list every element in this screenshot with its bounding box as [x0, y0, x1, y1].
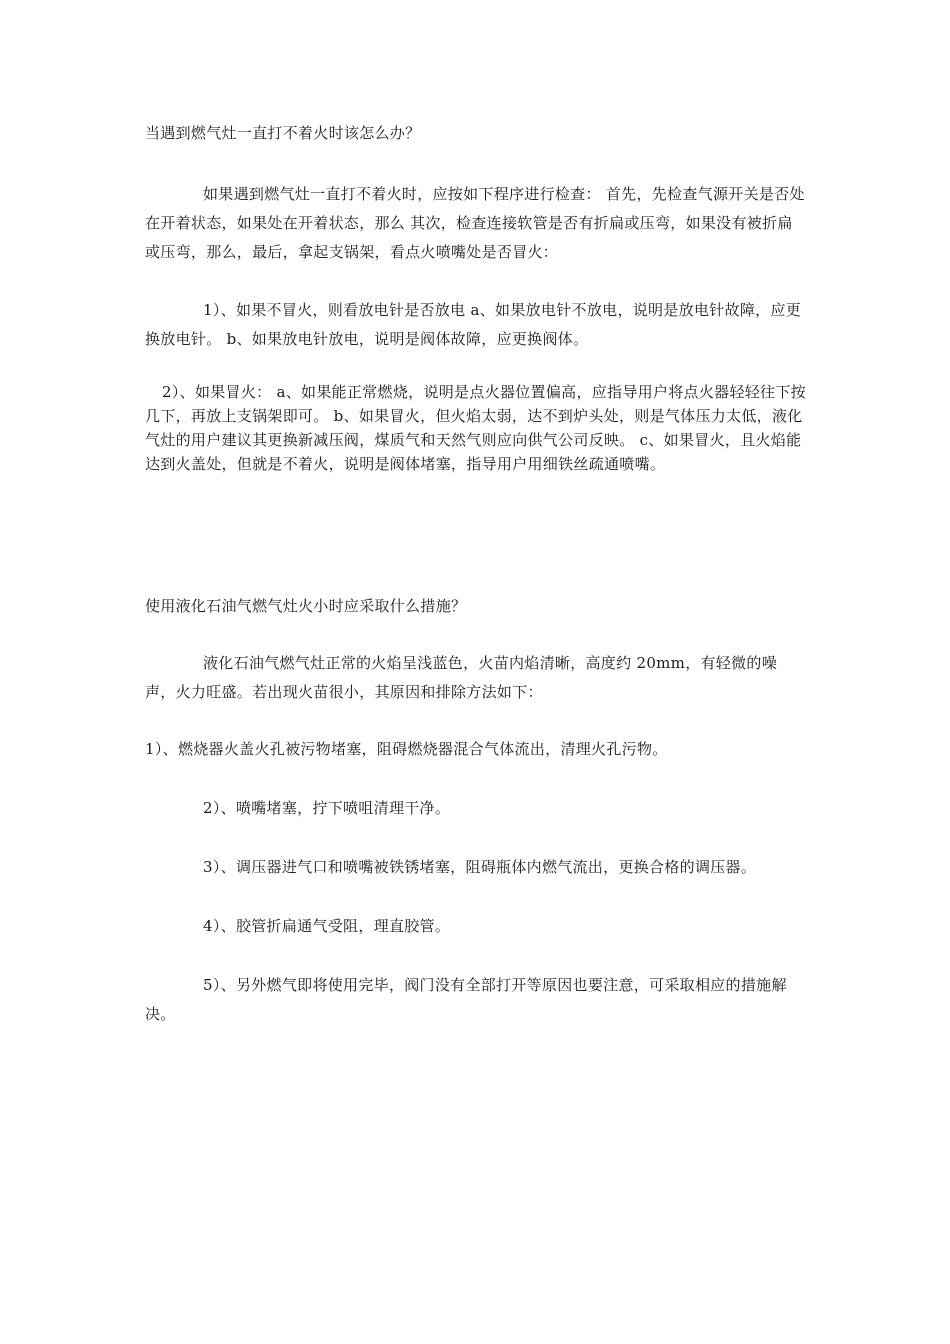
section2-title: 使用液化石油气燃气灶火小时应采取什么措施？ [145, 597, 467, 615]
section2-item-3: 3）、调压器进气口和喷嘴被铁锈堵塞，阻碍瓶体内燃气流出，更换合格的调压器。 [203, 858, 757, 876]
section2-item-1: 1）、燃烧器火盖火孔被污物堵塞，阻碍燃烧器混合气体流出，清理火孔污物。 [145, 740, 668, 758]
section2-item-2: 2）、喷嘴堵塞，拧下喷咀清理干净。 [203, 799, 451, 817]
section2-item-5: 5）、另外燃气即将使用完毕，阀门没有全部打开等原因也要注意，可采取相应的措施解决。 [145, 976, 787, 1023]
section1-case1-paragraph: 1）、如果不冒火，则看放电针是否放电 a、如果放电针不放电，说明是放电针故障，应更换放电针。 b、如果放电针放电，说明是阀体故障，应更换阀体。 [145, 301, 802, 348]
section2-intro-paragraph: 液化石油气燃气灶正常的火焰呈浅蓝色，火苗内焰清晰，高度约 20mm，有轻微的噪声，火力旺盛。若出现火苗很小，其原因和排除方法如下： [145, 654, 778, 701]
section1-intro-paragraph: 如果遇到燃气灶一直打不着火时，应按如下程序进行检查： 首先，先检查气源开关是否处在开着状态，如果处在开着状态，那么 其次，检查连接软管是否有折扁或压弯，如果没有被折扁或压弯，那么，最后，拿起支锅架，看点火喷嘴处是否冒火： [145, 185, 805, 261]
section1-title: 当遇到燃气灶一直打不着火时该怎么办？ [145, 124, 421, 142]
section1-case2-paragraph: 2）、如果冒火： a、如果能正常燃烧，说明是点火器位置偏高，应指导用户将点火器轻轻往下按几下，再放上支锅架即可。 b、如果冒火，但火焰太弱，达不到炉头处，则是气体压力太低，液化气灶的用户建议其更换新减压阀，煤质气和天然气则应向供气公司反映。 c、如果冒火，且火焰能达到火盖处，但就是不着火，说明是阀体堵塞，指导用户用细铁丝疏通喷嘴。 [145, 383, 806, 473]
section2-item-4: 4）、胶管折扁通气受阻，理直胶管。 [203, 917, 451, 935]
